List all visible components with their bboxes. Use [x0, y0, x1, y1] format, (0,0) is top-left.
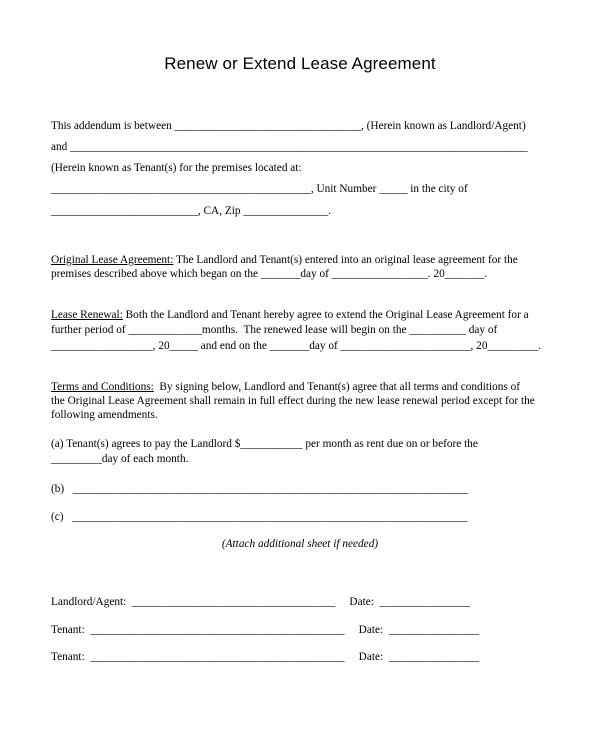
tenant-signature-line-1: Tenant: _____________________________________________ Date: ________________ [51, 624, 480, 636]
lease-renewal-line-3: __________________, 20_____ and end on the _______day of _______________________, 20_________. [51, 340, 542, 352]
intro-line-3: (Herein known as Tenant(s) for the premises located at: [51, 162, 302, 174]
landlord-signature-line: Landlord/Agent: ____________________________________ Date: ________________ [51, 596, 470, 608]
original-lease-line-2: premises described above which began on the _______day of _________________. 20_______. [51, 268, 488, 280]
tenant-signature-line-2: Tenant: _____________________________________________ Date: ________________ [51, 651, 480, 663]
terms-text: By signing below, Landlord and Tenant(s) agree that all terms and conditions of [153, 381, 521, 393]
terms-line-1 [51, 380, 520, 394]
lease-renewal-line-2: further period of _____________months. The renewed lease will begin on the __________ day of [51, 324, 498, 336]
intro-line-2: and _________________________________________________________________________________ [51, 141, 528, 153]
amendment-b: (b) ______________________________________________________________________ [51, 483, 469, 495]
amendment-c: (c) ______________________________________________________________________ [51, 511, 468, 523]
document-title: Renew or Extend Lease Agreement [164, 54, 436, 73]
lease-renewal-heading: Lease Renewal: [51, 309, 123, 321]
terms-heading: Terms and Conditions: [51, 381, 154, 393]
lease-renewal-line-1 [51, 308, 529, 322]
amendment-a-line-1: (a) Tenant(s) agrees to pay the Landlord $___________ per month as rent due on or before the [51, 438, 478, 450]
original-lease-text: The Landlord and Tenant(s) entered into an original lease agreement for the [173, 254, 518, 266]
original-lease-heading: Original Lease Agreement: [51, 254, 174, 266]
terms-line-2: the Original Lease Agreement shall remain in full effect during the new lease renewal period except for the [51, 395, 535, 407]
lease-renewal-text: Both the Landlord and Tenant hereby agree to extend the Original Lease Agreement for a [122, 309, 529, 321]
original-lease-line-1 [51, 253, 518, 267]
terms-line-3: following amendments. [51, 409, 158, 421]
intro-line-1: This addendum is between _________________________________, (Herein known as Landlord/Agent) [51, 120, 526, 132]
intro-line-4: ______________________________________________, Unit Number _____ in the city of [51, 183, 468, 195]
intro-line-5: __________________________, CA, Zip _______________. [51, 205, 331, 217]
amendment-a-line-2: _________day of each month. [51, 453, 189, 465]
attach-note: (Attach additional sheet if needed) [221, 538, 379, 550]
